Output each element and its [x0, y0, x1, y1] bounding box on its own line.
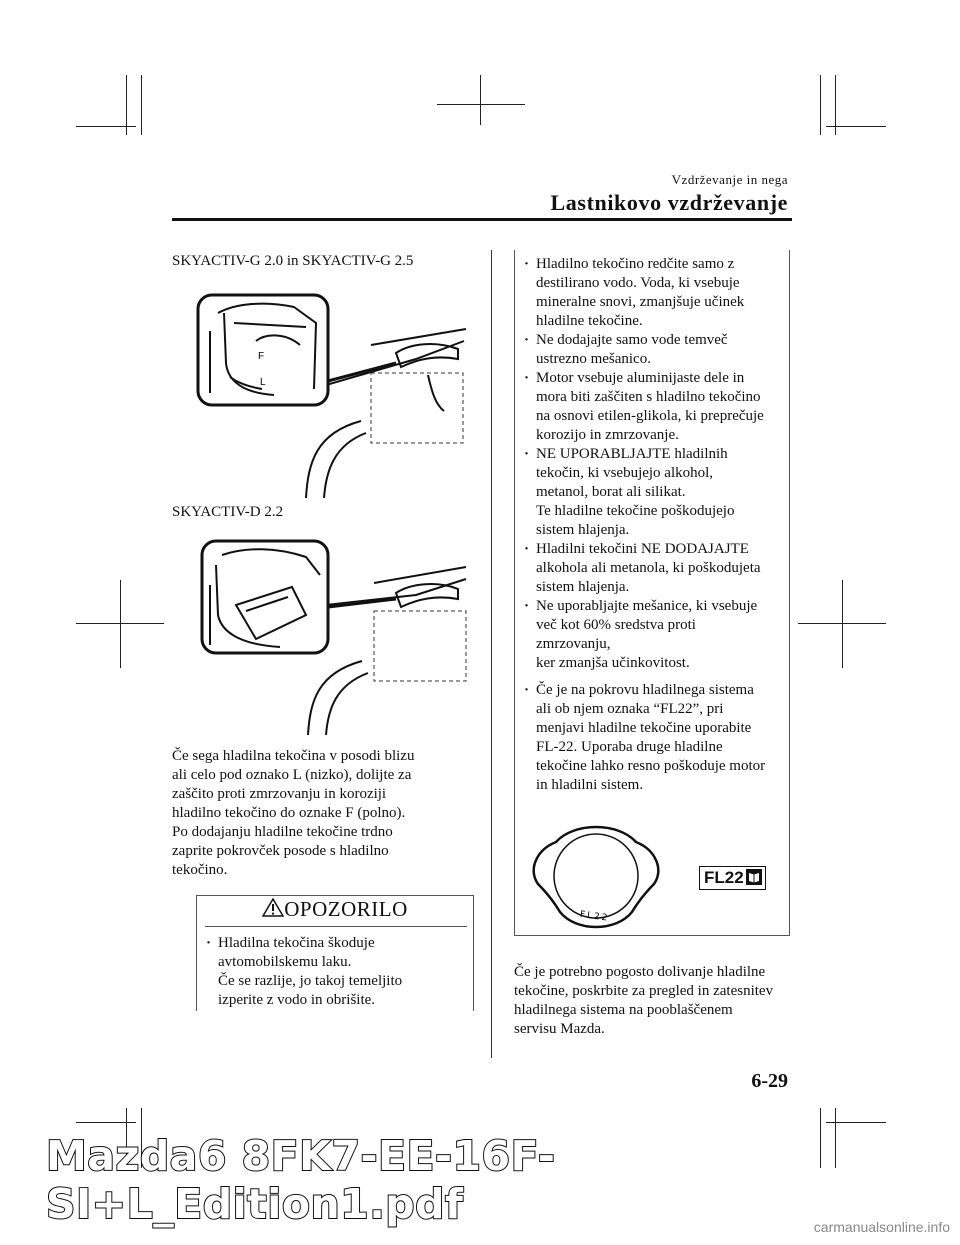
crop-mark [76, 623, 164, 624]
figure-caption-d: SKYACTIV-D 2.2 [172, 504, 284, 520]
note-line: hladilne tekočine. [536, 313, 643, 329]
coolant-reservoir-illustration-d [196, 535, 474, 735]
crop-mark [141, 75, 142, 135]
note-line: Te hladilne tekočine poškodujejo [536, 503, 735, 519]
warning-text [196, 934, 402, 1010]
note-line: ali ob njem oznaka “FL22”, pri [536, 701, 724, 717]
note-item [514, 597, 790, 673]
crop-mark [826, 1122, 886, 1123]
crop-mark [826, 126, 886, 127]
note-line: tekočine lahko resno poškoduje motor [536, 758, 766, 774]
note-line: ustrezno mešanico. [536, 351, 651, 367]
text-line: tekočino. [172, 862, 228, 878]
crop-mark [480, 75, 481, 125]
note-line: · Ne uporabljajte mešanice, ki vsebuje [514, 597, 790, 616]
figure-caption-g: SKYACTIV-G 2.0 in SKYACTIV-G 2.5 [172, 253, 414, 269]
text-line: tekočine, poskrbite za pregled in zatesnitev [514, 983, 774, 999]
note-line: tekočin, ki vsebujejo alkohol, [536, 465, 714, 481]
section-subtitle: Vzdrževanje in nega [671, 172, 788, 187]
note-line: in hladilni sistem. [536, 777, 644, 793]
note-line: destilirano vodo. Voda, ki vsebuje [536, 275, 740, 291]
note-item [514, 331, 790, 369]
fl22-badge-label: FL22 [704, 868, 744, 887]
note-line: sistem hlajenja. [536, 522, 630, 538]
warning-title: OPOZORILO [284, 897, 408, 921]
crop-mark [842, 580, 843, 668]
warning-line: Če se razlije, jo takoj temeljito [218, 973, 403, 989]
note-line: sistem hlajenja. [536, 579, 630, 595]
note-line: · Motor vsebuje aluminijaste dele in [514, 369, 790, 388]
crop-mark [820, 75, 821, 135]
text-line: zaščito proti zmrzovanju in koroziji [172, 786, 387, 802]
text-line: servisu Mazda. [514, 1021, 605, 1037]
service-note [514, 963, 773, 1039]
text-line: zaprite pokrovček posode s hladilno [172, 843, 389, 859]
document-filename: Mazda6 8FK7-EE-16F-SI+L_Edition1.pdf [46, 1132, 556, 1228]
refill-instructions [172, 747, 414, 880]
text-line: Če sega hladilna tekočina v posodi blizu [172, 748, 415, 764]
note-line: ker zmanjša učinkovitost. [536, 655, 690, 671]
note-item [514, 255, 790, 331]
note-line: · Hladilno tekočino redčite samo z [514, 255, 790, 274]
fl22-badge [699, 866, 766, 890]
text-line: ali celo pod oznako L (nizko), dolijte za [172, 767, 412, 783]
coolant-reservoir-illustration-g [196, 293, 474, 498]
crop-mark [120, 580, 121, 668]
manual-book-icon [746, 869, 762, 885]
watermark: carmanualsonline.info [813, 1219, 950, 1235]
section-title: Lastnikovo vzdrževanje [550, 190, 788, 215]
mark-l-label: L [260, 377, 266, 388]
note-line: alkohola ali metanola, ki poškodujeta [536, 560, 761, 576]
warning-line: izperite z vodo in obrišite. [218, 992, 376, 1008]
note-line: mineralne snovi, zmanjšuje učinek [536, 294, 745, 310]
note-line: na osnovi etilen-glikola, ki preprečuje [536, 408, 764, 424]
mark-f-label: F [258, 351, 265, 362]
note-line: · Če je na pokrovu hladilnega sistema [514, 681, 790, 700]
page-number: 6-29 [751, 1070, 788, 1092]
note-line: FL-22. Uporaba druge hladilne [536, 739, 723, 755]
note-line: metanol, borat ali silikat. [536, 484, 686, 500]
crop-mark [76, 1122, 136, 1123]
crop-mark [798, 623, 886, 624]
radiator-cap-illustration [526, 820, 666, 930]
note-line: · Ne dodajajte samo vode temveč [514, 331, 790, 350]
warning-triangle-icon [262, 898, 284, 917]
warning-line: · Hladilna tekočina škoduje [196, 934, 402, 953]
note-line: menjavi hladilne tekočine uporabite [536, 720, 752, 736]
note-item [514, 540, 790, 597]
notes-list [514, 255, 790, 795]
note-item [514, 445, 790, 540]
note-item [514, 369, 790, 445]
note-item [514, 681, 790, 795]
text-line: hladilnega sistema na pooblaščenem [514, 1002, 733, 1018]
note-line: mora biti zaščiten s hladilno tekočino [536, 389, 761, 405]
note-line: · Hladilni tekočini NE DODAJAJTE [514, 540, 790, 559]
warning-divider [205, 926, 467, 927]
text-line: Po dodajanju hladilne tekočine trdno [172, 824, 393, 840]
cap-fl22-text: FL22 [579, 909, 610, 924]
note-line: · NE UPORABLJAJTE hladilnih [514, 445, 790, 464]
note-line: zmrzovanju, [536, 636, 611, 652]
text-line: Če je potrebno pogosto dolivanje hladilne [514, 964, 766, 980]
note-line: več kot 60% sredstva proti [536, 617, 696, 633]
crop-mark [437, 104, 525, 105]
warning-heading [196, 897, 474, 922]
text-line: hladilno tekočino do oznake F (polno). [172, 805, 406, 821]
header-rule [172, 218, 792, 221]
note-line: korozijo in zmrzovanje. [536, 427, 679, 443]
warning-line: avtomobilskemu laku. [218, 954, 352, 970]
crop-mark [76, 126, 136, 127]
column-divider [491, 250, 492, 1058]
